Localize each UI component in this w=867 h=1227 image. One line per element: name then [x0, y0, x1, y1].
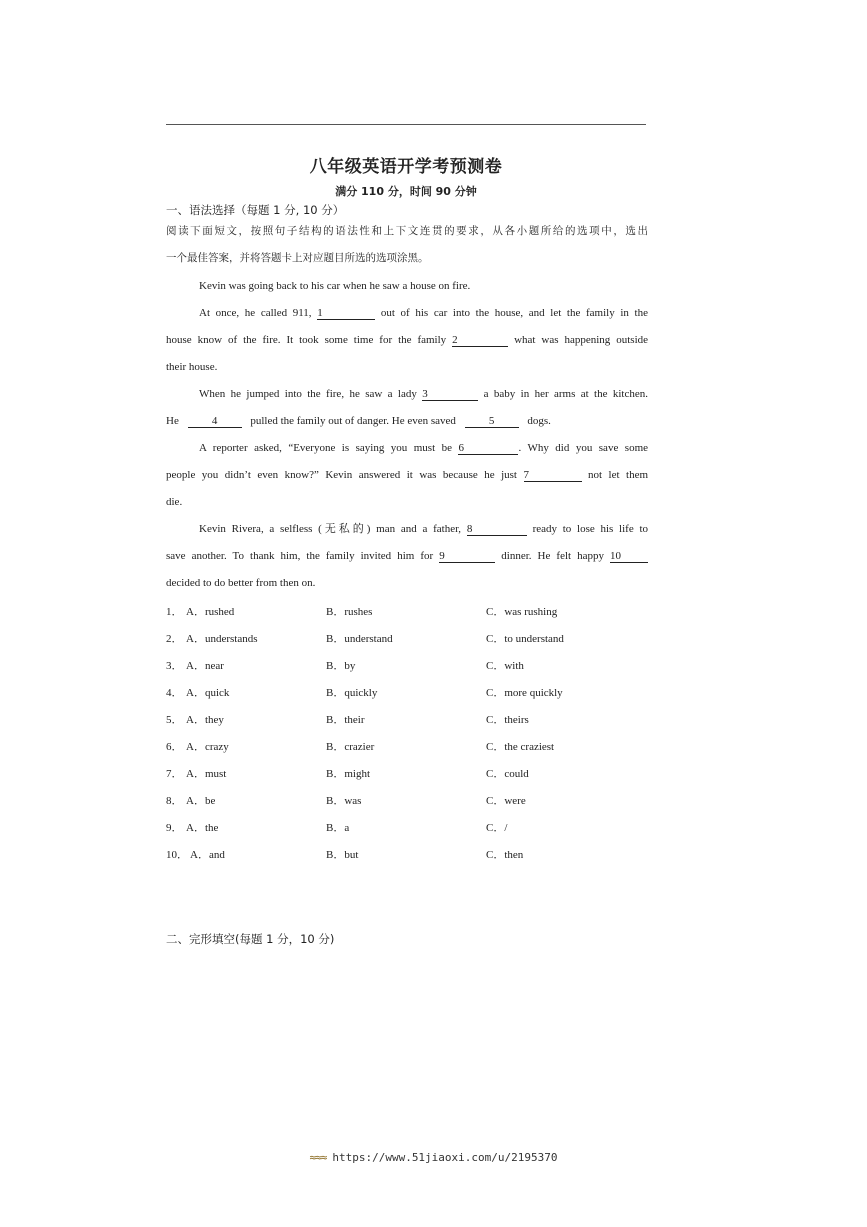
option-b: B．quickly — [326, 687, 378, 699]
option-a: A．understands — [186, 633, 258, 645]
option-c: C．was rushing — [486, 606, 558, 618]
option-b: B．crazier — [326, 741, 375, 753]
blank-9: 9 — [439, 550, 495, 563]
exam-title: 八年级英语开学考预测卷 — [309, 157, 503, 177]
option-c: C．/ — [486, 822, 508, 834]
footer — [0, 1151, 867, 1164]
option-b: B．might — [326, 768, 371, 780]
option-b: B．rushes — [326, 606, 373, 618]
blank-10: 10 — [610, 550, 648, 563]
passage-line-2: At once, he called 911, 1 out of his car into the house, and let the family in the — [199, 307, 648, 319]
passage-line-9: die. — [166, 496, 183, 508]
option-b: B．by — [326, 660, 356, 672]
passage-line-8: people you didn’t even know?” Kevin answered it was because he just 7 not let them — [166, 469, 649, 481]
option-c: C．could — [486, 768, 529, 780]
passage-line-12: decided to do better from then on. — [166, 577, 316, 589]
option-b: B．a — [326, 822, 350, 834]
option-c: C．were — [486, 795, 526, 807]
option-c: C．to understand — [486, 633, 564, 645]
option-c: C．with — [486, 660, 524, 672]
footer-url[interactable]: https://www.51jiaoxi.com/u/2195370 — [332, 1151, 558, 1164]
blank-5: 5 — [465, 415, 519, 428]
option-b: B．was — [326, 795, 362, 807]
exam-page: 八年级英语开学考预测卷 满分 110 分，时间 90 分钟 一、语法选择（每题 1 分, 10 分） 阅读下面短文，按照句子结构的语法性和上下文连贯的要求，从各小题所给的选项中，选出 一个最佳答案，并将答题卡上对应题目所选的选项涂黑。 Kevin was going back to his car when he saw a house on fire. At once, he called 911, 1 out of his car into the house, and let the family in the house know of the fire. It took some time for the family 2 what was happening outside their house. When he jumped into the fire, he saw a lady 3 a baby in her arms at the kitchen. He 4 pulled the family out of danger. He even saved 5 dogs. A reporter asked, “Everyone is saying you must be 6 . Why did you save some people you didn’t even know?” Kevin answered it was because he just 7 not let them die. Kevin Rivera, a selfless (无私的) man and a father, 8 ready to lose his life to save another. To thank him, the family invited him for 9 dinner. He felt happy 10 decided to do better from then on. 1． A．rushed B．rushes C．was rushing 2． A．understands B．understand C．to understand 3． A．near B．by C．with 4． A．quick B．quickly C．more quickly 5． A．they B．their C．theirs 6． A．crazy B．crazier C．the craziest 7． A．must B．might C．could 8． A．be B．was C．were 9． A．the B．a C．/ 10． A．and B．but C．then 二、完形填空(每题 1 分，10 分) ≈≈≈ https://www.51jiaoxi.com/u/2195370 — [0, 0, 867, 1227]
passage-line-10: Kevin Rivera, a selfless (无私的) man and a father, 8 ready to lose his life to — [199, 523, 649, 535]
section-2-heading: 二、完形填空(每题 1 分，10 分) — [166, 932, 335, 946]
option-b: B．understand — [326, 633, 393, 645]
option-a: A．rushed — [186, 606, 235, 618]
option-a: A．near — [186, 660, 224, 672]
passage-line-7: A reporter asked, “Everyone is saying you must be 6 . Why did you save some — [199, 442, 649, 454]
option-a: A．they — [186, 714, 224, 726]
blank-3: 3 — [422, 388, 478, 401]
blank-6: 6 — [458, 442, 518, 455]
passage-line-3: house know of the fire. It took some time for the family 2 what was happening outside — [166, 334, 649, 346]
blank-1: 1 — [317, 307, 375, 320]
option-a: A．the — [186, 822, 219, 834]
option-c: C．then — [486, 849, 524, 861]
option-a: A．crazy — [186, 741, 229, 753]
watermark-logo-icon: ≈≈≈ — [309, 1151, 327, 1164]
blank-2: 2 — [452, 334, 508, 347]
passage-line-5: When he jumped into the fire, he saw a lady 3 a baby in her arms at the kitchen. — [199, 388, 648, 400]
option-a: A．must — [186, 768, 227, 780]
option-c: C．theirs — [486, 714, 529, 726]
passage-line-1: Kevin was going back to his car when he saw a house on fire. — [199, 280, 471, 292]
option-b: B．their — [326, 714, 365, 726]
option-a: A．be — [186, 795, 216, 807]
option-c: C．more quickly — [486, 687, 563, 699]
passage-line-4: their house. — [166, 361, 218, 373]
instructions-line-1: 阅读下面短文，按照句子结构的语法性和上下文连贯的要求，从各小题所给的选项中，选出 — [166, 225, 648, 237]
option-a: A．and — [190, 849, 225, 861]
passage-line-6: He 4 pulled the family out of danger. He even saved 5 dogs. — [166, 415, 551, 427]
blank-7: 7 — [524, 469, 582, 482]
instructions-line-2: 一个最佳答案，并将答题卡上对应题目所选的选项涂黑。 — [166, 252, 429, 264]
top-divider — [166, 124, 646, 125]
blank-4: 4 — [188, 415, 242, 428]
passage-line-11: save another. To thank him, the family invited him for 9 dinner. He felt happy 10 — [166, 549, 648, 563]
option-c: C．the craziest — [486, 741, 555, 753]
option-b: B．but — [326, 849, 359, 861]
exam-subtitle: 满分 110 分，时间 90 分钟 — [335, 185, 477, 198]
section-1-heading: 一、语法选择（每题 1 分, 10 分） — [166, 203, 345, 217]
blank-8: 8 — [467, 523, 527, 536]
option-a: A．quick — [186, 687, 230, 699]
